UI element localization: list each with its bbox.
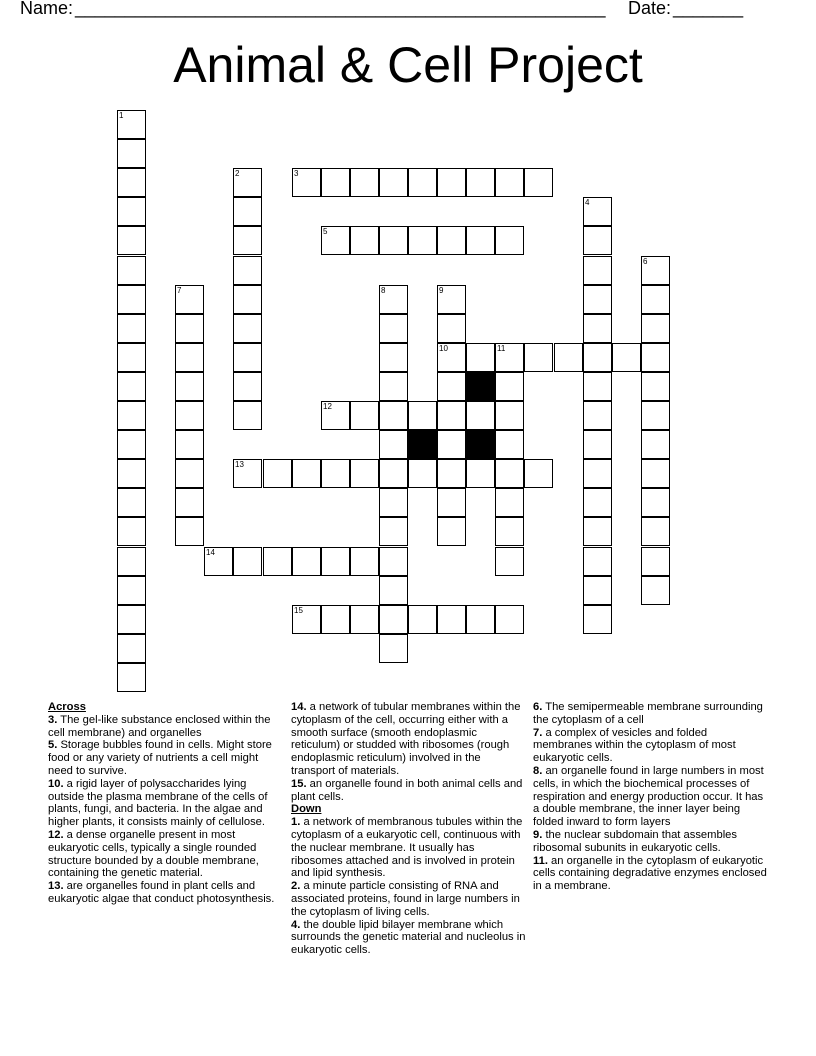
- grid-cell[interactable]: [379, 372, 408, 401]
- cell-number: 4: [585, 198, 590, 207]
- grid-cell[interactable]: [379, 547, 408, 576]
- grid-cell[interactable]: [641, 488, 670, 517]
- cell-number: 15: [294, 606, 303, 615]
- grid-cell[interactable]: [117, 401, 146, 430]
- clue-across-5: [48, 739, 283, 777]
- clue-number: 5.: [48, 739, 58, 752]
- grid-cell[interactable]: [408, 605, 437, 634]
- grid-cell[interactable]: [321, 459, 350, 488]
- clue-text: an organelle in the cytoplasm of eukaryotic cells containing degradative enzymes enclosed in a membrane.: [533, 854, 767, 893]
- grid-cell[interactable]: [408, 401, 437, 430]
- grid-cell[interactable]: [117, 488, 146, 517]
- grid-cell[interactable]: [641, 372, 670, 401]
- grid-cell[interactable]: [583, 430, 612, 459]
- grid-cell[interactable]: [495, 401, 524, 430]
- grid-cell[interactable]: [175, 372, 204, 401]
- clue-across-14: [291, 701, 526, 778]
- grid-cell[interactable]: [437, 430, 466, 459]
- grid-cell[interactable]: [524, 168, 553, 197]
- grid-cell[interactable]: [321, 547, 350, 576]
- grid-cell[interactable]: [408, 459, 437, 488]
- clue-text: are organelles found in plant cells and eukaryotic algae that conduct photosynthesis.: [48, 880, 275, 905]
- clue-down-9: [533, 829, 768, 855]
- clue-down-4: [291, 919, 526, 957]
- clue-column-2: [291, 701, 526, 957]
- grid-cell[interactable]: [175, 488, 204, 517]
- clue-down-7: [533, 727, 768, 765]
- cell-number: 12: [323, 402, 332, 411]
- grid-cell[interactable]: [233, 256, 262, 285]
- grid-cell[interactable]: [175, 343, 204, 372]
- shaded-cell: [466, 430, 495, 459]
- grid-cell[interactable]: [437, 488, 466, 517]
- clue-text: a complex of vesicles and folded membranes within the cytoplasm of most eukaryotic cells.: [533, 726, 736, 765]
- grid-cell[interactable]: [292, 605, 321, 634]
- grid-cell[interactable]: [495, 372, 524, 401]
- cell-number: 11: [497, 344, 506, 353]
- grid-cell[interactable]: [437, 401, 466, 430]
- cell-number: 2: [235, 169, 240, 178]
- cell-number: 8: [381, 286, 386, 295]
- grid-cell[interactable]: [641, 343, 670, 372]
- down-heading: Down: [291, 803, 322, 816]
- grid-cell[interactable]: [379, 314, 408, 343]
- cell-number: 1: [119, 111, 124, 120]
- grid-cell[interactable]: [233, 343, 262, 372]
- grid-cell[interactable]: [437, 168, 466, 197]
- grid-cell[interactable]: [495, 488, 524, 517]
- cell-number: 6: [643, 257, 648, 266]
- clue-number: 3.: [48, 713, 58, 726]
- grid-cell[interactable]: [641, 547, 670, 576]
- grid-cell[interactable]: [583, 401, 612, 430]
- name-blank[interactable]: _____________________________________________________: [75, 0, 606, 18]
- grid-cell[interactable]: [379, 517, 408, 546]
- grid-cell[interactable]: [117, 314, 146, 343]
- grid-cell[interactable]: [117, 139, 146, 168]
- clue-number: 9.: [533, 828, 543, 841]
- grid-cell[interactable]: [117, 285, 146, 314]
- grid-cell[interactable]: [233, 372, 262, 401]
- across-heading: Across: [48, 701, 86, 713]
- grid-cell[interactable]: [524, 459, 553, 488]
- grid-cell[interactable]: [117, 547, 146, 576]
- grid-cell[interactable]: [321, 226, 350, 255]
- grid-cell[interactable]: [379, 488, 408, 517]
- grid-cell[interactable]: [117, 576, 146, 605]
- grid-cell[interactable]: [612, 343, 641, 372]
- grid-cell[interactable]: [583, 343, 612, 372]
- grid-cell[interactable]: [233, 459, 262, 488]
- grid-cell[interactable]: [263, 459, 292, 488]
- grid-cell[interactable]: [583, 576, 612, 605]
- grid-cell[interactable]: [175, 459, 204, 488]
- grid-cell[interactable]: [233, 547, 262, 576]
- grid-cell[interactable]: [437, 314, 466, 343]
- grid-cell[interactable]: [175, 517, 204, 546]
- clue-number: 13.: [48, 880, 64, 893]
- grid-cell[interactable]: [379, 401, 408, 430]
- grid-cell[interactable]: [641, 285, 670, 314]
- grid-cell[interactable]: [350, 168, 379, 197]
- grid-cell[interactable]: [117, 605, 146, 634]
- grid-cell[interactable]: [117, 343, 146, 372]
- clue-number: 11.: [533, 854, 548, 867]
- grid-cell[interactable]: [379, 430, 408, 459]
- grid-cell[interactable]: [117, 110, 146, 139]
- grid-cell[interactable]: [641, 576, 670, 605]
- grid-cell[interactable]: [495, 226, 524, 255]
- grid-cell[interactable]: [117, 372, 146, 401]
- grid-cell[interactable]: [379, 168, 408, 197]
- clue-column-1: [48, 701, 283, 906]
- clue-text: a minute particle consisting of RNA and associated proteins, found in large numbers in the cytoplasm of living cells.: [291, 880, 520, 918]
- clue-text: a rigid layer of polysaccharides lying outside the plasma membrane of the cells of plants, fungi, and bacteria. In the algae and higher plants, it consists mainly of cellulose.: [48, 777, 268, 829]
- grid-cell[interactable]: [583, 547, 612, 576]
- grid-cell[interactable]: [292, 459, 321, 488]
- cell-number: 9: [439, 286, 444, 295]
- clue-number: 7.: [533, 726, 543, 739]
- clue-number: 12.: [48, 828, 64, 841]
- grid-cell[interactable]: [379, 226, 408, 255]
- grid-cell[interactable]: [263, 547, 292, 576]
- clue-text: an organelle found in large numbers in most cells, in which the biochemical processes of respiration and energy production occur. It has a double membrane, the inner layer being folded inward to form layers: [533, 764, 764, 829]
- grid-cell[interactable]: [233, 226, 262, 255]
- grid-cell[interactable]: [495, 168, 524, 197]
- grid-cell[interactable]: [117, 197, 146, 226]
- clue-down-11: [533, 855, 768, 893]
- grid-cell[interactable]: [379, 343, 408, 372]
- grid-cell[interactable]: [466, 605, 495, 634]
- clue-text: an organelle found in both animal cells and plant cells.: [291, 777, 523, 803]
- clue-across-3: [48, 714, 283, 740]
- clue-number: 6.: [533, 701, 543, 713]
- grid-cell[interactable]: [408, 168, 437, 197]
- grid-cell[interactable]: [350, 226, 379, 255]
- clue-text: a dense organelle present in most eukaryotic cells, typically a single rounded structure bounded by a double membrane, containing the genetic material.: [48, 828, 259, 880]
- clue-down-2: [291, 880, 526, 918]
- grid-cell[interactable]: [466, 343, 495, 372]
- grid-cell[interactable]: [437, 517, 466, 546]
- grid-cell[interactable]: [641, 430, 670, 459]
- grid-cell[interactable]: [641, 459, 670, 488]
- grid-cell[interactable]: [408, 226, 437, 255]
- grid-cell[interactable]: [583, 605, 612, 634]
- grid-cell[interactable]: [175, 401, 204, 430]
- grid-cell[interactable]: [641, 517, 670, 546]
- clue-down-6: [533, 701, 768, 727]
- clue-down-8: [533, 765, 768, 829]
- grid-cell[interactable]: [583, 197, 612, 226]
- shaded-cell: [408, 430, 437, 459]
- grid-cell[interactable]: [379, 634, 408, 663]
- grid-cell[interactable]: [350, 547, 379, 576]
- cell-number: 3: [294, 169, 299, 178]
- grid-cell[interactable]: [437, 459, 466, 488]
- grid-cell[interactable]: [117, 517, 146, 546]
- grid-cell[interactable]: [117, 256, 146, 285]
- grid-cell[interactable]: [495, 459, 524, 488]
- clue-number: 10.: [48, 777, 64, 790]
- clue-number: 14.: [291, 701, 307, 713]
- grid-cell[interactable]: [233, 314, 262, 343]
- grid-cell[interactable]: [117, 459, 146, 488]
- grid-cell[interactable]: [233, 285, 262, 314]
- grid-cell[interactable]: [495, 343, 524, 372]
- clue-text: a network of tubular membranes within the cytoplasm of the cell, occurring either with a smooth surface (smooth endoplasmic reticulum) or studded with ribosomes (rough endoplasmic reticulum) involved in the transport of materials.: [291, 701, 521, 777]
- grid-cell[interactable]: [466, 459, 495, 488]
- grid-cell[interactable]: [583, 517, 612, 546]
- grid-cell[interactable]: [495, 517, 524, 546]
- grid-cell[interactable]: [495, 430, 524, 459]
- shaded-cell: [466, 372, 495, 401]
- clue-across-10: [48, 778, 283, 829]
- grid-cell[interactable]: [233, 197, 262, 226]
- grid-cell[interactable]: [379, 285, 408, 314]
- grid-cell[interactable]: [350, 605, 379, 634]
- grid-cell[interactable]: [233, 401, 262, 430]
- cell-number: 5: [323, 227, 328, 236]
- grid-cell[interactable]: [204, 547, 233, 576]
- grid-cell[interactable]: [321, 401, 350, 430]
- page-title: Animal & Cell Project: [173, 37, 643, 93]
- grid-cell[interactable]: [641, 314, 670, 343]
- clue-number: 4.: [291, 918, 301, 931]
- clue-text: a network of membranous tubules within the cytoplasm of a eukaryotic cell, continuous with the nuclear membrane. It usually has ribosomes attached and is involved in protein and lipid synthesis.: [291, 816, 523, 880]
- grid-cell[interactable]: [583, 314, 612, 343]
- grid-cell[interactable]: [437, 372, 466, 401]
- grid-cell[interactable]: [495, 605, 524, 634]
- clue-text: the nuclear subdomain that assembles ribosomal subunits in eukaryotic cells.: [533, 828, 737, 854]
- grid-cell[interactable]: [321, 168, 350, 197]
- grid-cell[interactable]: [583, 459, 612, 488]
- grid-cell[interactable]: [583, 226, 612, 255]
- grid-cell[interactable]: [175, 430, 204, 459]
- grid-cell[interactable]: [583, 285, 612, 314]
- cell-number: 13: [235, 460, 244, 469]
- grid-cell[interactable]: [583, 372, 612, 401]
- clue-text: Storage bubbles found in cells. Might store food or any variety of nutrients a cell might need to survive.: [48, 739, 272, 777]
- grid-cell[interactable]: [233, 168, 262, 197]
- grid-cell[interactable]: [437, 605, 466, 634]
- grid-cell[interactable]: [117, 168, 146, 197]
- grid-cell[interactable]: [583, 488, 612, 517]
- grid-cell[interactable]: [117, 663, 146, 692]
- grid-cell[interactable]: [437, 226, 466, 255]
- clue-text: The semipermeable membrane surrounding the cytoplasm of a cell: [533, 701, 763, 726]
- clue-column-3: [533, 701, 768, 893]
- grid-cell[interactable]: [583, 256, 612, 285]
- clue-down-1: [291, 816, 526, 880]
- grid-cell[interactable]: [554, 343, 583, 372]
- grid-cell[interactable]: [437, 285, 466, 314]
- date-blank[interactable]: _______: [673, 0, 744, 18]
- grid-cell[interactable]: [466, 401, 495, 430]
- grid-cell[interactable]: [641, 256, 670, 285]
- grid-cell[interactable]: [292, 547, 321, 576]
- grid-cell[interactable]: [466, 168, 495, 197]
- clue-number: 8.: [533, 764, 543, 777]
- grid-cell[interactable]: [350, 401, 379, 430]
- header-line: [20, 0, 796, 22]
- clue-across-13: [48, 880, 283, 906]
- date-label: Date:: [628, 0, 672, 18]
- grid-cell[interactable]: [117, 430, 146, 459]
- grid-cell[interactable]: [379, 605, 408, 634]
- clue-across-12: [48, 829, 283, 880]
- grid-cell[interactable]: [175, 314, 204, 343]
- grid-cell[interactable]: [175, 285, 204, 314]
- name-label: Name:: [20, 0, 74, 18]
- grid-cell[interactable]: [437, 343, 466, 372]
- cell-number: 10: [439, 344, 448, 353]
- clue-number: 1.: [291, 816, 301, 829]
- grid-cell[interactable]: [641, 401, 670, 430]
- clue-text: the double lipid bilayer membrane which surrounds the genetic material and nucleolus in eukaryotic cells.: [291, 918, 526, 957]
- grid-cell[interactable]: [379, 576, 408, 605]
- grid-cell[interactable]: [117, 226, 146, 255]
- grid-cell[interactable]: [292, 168, 321, 197]
- grid-cell[interactable]: [495, 547, 524, 576]
- clue-number: 15.: [291, 777, 307, 790]
- cell-number: 14: [206, 548, 215, 557]
- grid-cell[interactable]: [117, 634, 146, 663]
- clue-number: 2.: [291, 880, 301, 893]
- clue-text: The gel-like substance enclosed within the cell membrane) and organelles: [48, 713, 271, 739]
- grid-cell[interactable]: [350, 459, 379, 488]
- grid-cell[interactable]: [379, 459, 408, 488]
- cell-number: 7: [177, 286, 182, 295]
- clue-across-15: [291, 778, 526, 804]
- grid-cell[interactable]: [524, 343, 553, 372]
- grid-cell[interactable]: [321, 605, 350, 634]
- grid-cell[interactable]: [466, 226, 495, 255]
